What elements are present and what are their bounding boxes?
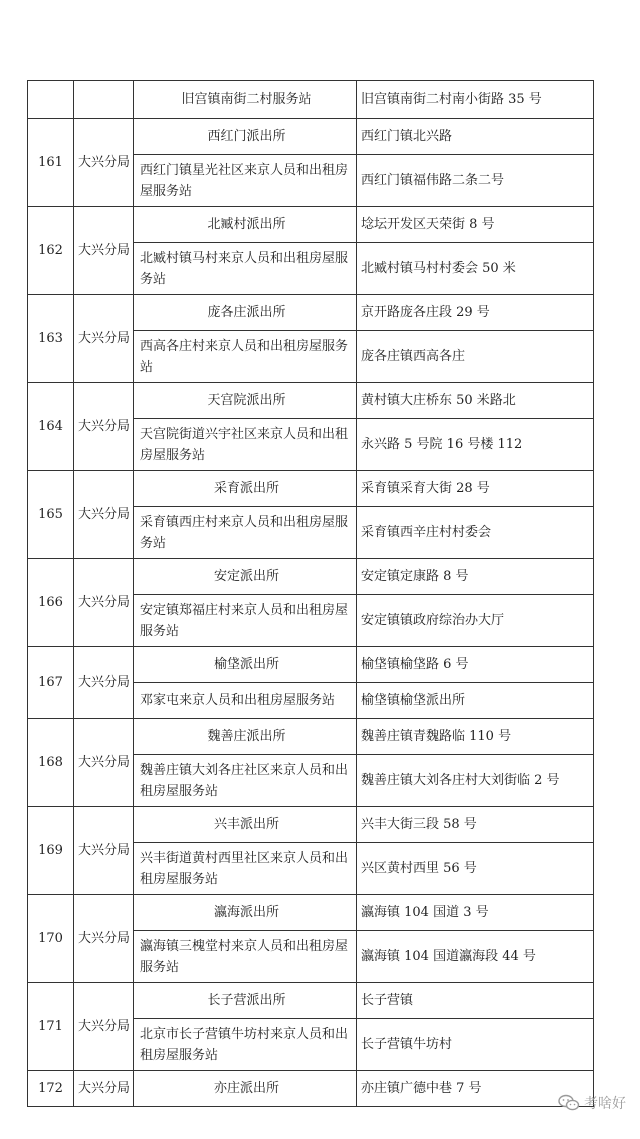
table-row bbox=[28, 383, 594, 419]
bureau-cell: 大兴分局 bbox=[74, 807, 134, 895]
table-row bbox=[28, 81, 594, 119]
address-cell: 兴区黄村西里 56 号 bbox=[357, 843, 594, 895]
station-name-cell: 天宫院派出所 bbox=[134, 383, 357, 419]
station-name-cell: 北臧村派出所 bbox=[134, 207, 357, 243]
address-cell: 永兴路 5 号院 16 号楼 112 bbox=[357, 419, 594, 471]
address-cell: 庞各庄镇西高各庄 bbox=[357, 331, 594, 383]
table-row bbox=[28, 807, 594, 843]
table-row bbox=[28, 1071, 594, 1107]
station-name-cell: 魏善庄派出所 bbox=[134, 719, 357, 755]
table-row bbox=[28, 983, 594, 1019]
station-name-cell: 西红门派出所 bbox=[134, 119, 357, 155]
bureau-cell: 大兴分局 bbox=[74, 983, 134, 1071]
address-cell: 兴丰大街三段 58 号 bbox=[357, 807, 594, 843]
bureau-cell: 大兴分局 bbox=[74, 471, 134, 559]
station-name-cell: 采育派出所 bbox=[134, 471, 357, 507]
address-cell: 魏善庄镇青魏路临 110 号 bbox=[357, 719, 594, 755]
table-row bbox=[28, 119, 594, 155]
table-row bbox=[28, 559, 594, 595]
address-cell: 采育镇西辛庄村村委会 bbox=[357, 507, 594, 559]
station-name-cell: 榆垡派出所 bbox=[134, 647, 357, 683]
bureau-cell: 大兴分局 bbox=[74, 119, 134, 207]
table-row bbox=[28, 719, 594, 755]
station-name-cell: 瀛海镇三槐堂村来京人员和出租房屋服务站 bbox=[134, 931, 357, 983]
bureau-cell: 大兴分局 bbox=[74, 295, 134, 383]
table-body bbox=[28, 81, 594, 1107]
row-number-cell: 169 bbox=[28, 807, 74, 895]
watermark-text: 考啥好 bbox=[584, 1096, 626, 1112]
station-name-cell: 魏善庄镇大刘各庄社区来京人员和出租房屋服务站 bbox=[134, 755, 357, 807]
address-cell: 榆垡镇榆垡路 6 号 bbox=[357, 647, 594, 683]
station-name-cell: 兴丰街道黄村西里社区来京人员和出租房屋服务站 bbox=[134, 843, 357, 895]
watermark bbox=[558, 1093, 626, 1113]
station-name-cell: 西红门镇星光社区来京人员和出租房屋服务站 bbox=[134, 155, 357, 207]
station-name-cell: 安定镇郑福庄村来京人员和出租房屋服务站 bbox=[134, 595, 357, 647]
address-cell: 京开路庞各庄段 29 号 bbox=[357, 295, 594, 331]
address-cell: 亦庄镇广德中巷 7 号 bbox=[357, 1071, 594, 1107]
station-name-cell: 西高各庄村来京人员和出租房屋服务站 bbox=[134, 331, 357, 383]
station-name-cell: 天宫院街道兴宇社区来京人员和出租房屋服务站 bbox=[134, 419, 357, 471]
address-cell: 埝坛开发区天荣街 8 号 bbox=[357, 207, 594, 243]
station-name-cell: 安定派出所 bbox=[134, 559, 357, 595]
station-name-cell: 兴丰派出所 bbox=[134, 807, 357, 843]
bureau-cell bbox=[74, 81, 134, 119]
row-number-cell: 165 bbox=[28, 471, 74, 559]
row-number-cell: 162 bbox=[28, 207, 74, 295]
address-cell: 瀛海镇 104 国道瀛海段 44 号 bbox=[357, 931, 594, 983]
station-name-cell: 邓家屯来京人员和出租房屋服务站 bbox=[134, 683, 357, 719]
row-number-cell: 166 bbox=[28, 559, 74, 647]
row-number-cell: 163 bbox=[28, 295, 74, 383]
address-cell: 榆垡镇榆垡派出所 bbox=[357, 683, 594, 719]
bureau-cell: 大兴分局 bbox=[74, 383, 134, 471]
table-row bbox=[28, 207, 594, 243]
station-name-cell: 采育镇西庄村来京人员和出租房屋服务站 bbox=[134, 507, 357, 559]
bureau-cell: 大兴分局 bbox=[74, 559, 134, 647]
address-cell: 采育镇采育大街 28 号 bbox=[357, 471, 594, 507]
row-number-cell bbox=[28, 81, 74, 119]
table-row bbox=[28, 295, 594, 331]
wechat-icon bbox=[558, 1094, 580, 1112]
address-cell: 长子营镇 bbox=[357, 983, 594, 1019]
row-number-cell: 170 bbox=[28, 895, 74, 983]
station-name-cell: 北京市长子营镇牛坊村来京人员和出租房屋服务站 bbox=[134, 1019, 357, 1071]
police-station-table bbox=[27, 80, 594, 1107]
station-name-cell: 北臧村镇马村来京人员和出租房屋服务站 bbox=[134, 243, 357, 295]
row-number-cell: 161 bbox=[28, 119, 74, 207]
station-name-cell: 亦庄派出所 bbox=[134, 1071, 357, 1107]
address-cell: 西红门镇福伟路二条二号 bbox=[357, 155, 594, 207]
address-cell: 安定镇镇政府综治办大厅 bbox=[357, 595, 594, 647]
bureau-cell: 大兴分局 bbox=[74, 647, 134, 719]
row-number-cell: 167 bbox=[28, 647, 74, 719]
station-name-cell: 瀛海派出所 bbox=[134, 895, 357, 931]
table-row bbox=[28, 895, 594, 931]
station-name-cell: 庞各庄派出所 bbox=[134, 295, 357, 331]
address-cell: 安定镇定康路 8 号 bbox=[357, 559, 594, 595]
address-cell: 瀛海镇 104 国道 3 号 bbox=[357, 895, 594, 931]
address-cell: 长子营镇牛坊村 bbox=[357, 1019, 594, 1071]
bureau-cell: 大兴分局 bbox=[74, 895, 134, 983]
address-cell: 旧宫镇南街二村南小街路 35 号 bbox=[357, 81, 594, 119]
row-number-cell: 171 bbox=[28, 983, 74, 1071]
address-cell: 魏善庄镇大刘各庄村大刘街临 2 号 bbox=[357, 755, 594, 807]
address-cell: 北臧村镇马村村委会 50 米 bbox=[357, 243, 594, 295]
station-name-cell: 长子营派出所 bbox=[134, 983, 357, 1019]
bureau-cell: 大兴分局 bbox=[74, 719, 134, 807]
address-cell: 西红门镇北兴路 bbox=[357, 119, 594, 155]
row-number-cell: 164 bbox=[28, 383, 74, 471]
address-cell: 黄村镇大庄桥东 50 米路北 bbox=[357, 383, 594, 419]
row-number-cell: 168 bbox=[28, 719, 74, 807]
bureau-cell: 大兴分局 bbox=[74, 1071, 134, 1107]
table-row bbox=[28, 647, 594, 683]
station-name-cell: 旧宫镇南街二村服务站 bbox=[134, 81, 357, 119]
bureau-cell: 大兴分局 bbox=[74, 207, 134, 295]
table-row bbox=[28, 471, 594, 507]
row-number-cell: 172 bbox=[28, 1071, 74, 1107]
